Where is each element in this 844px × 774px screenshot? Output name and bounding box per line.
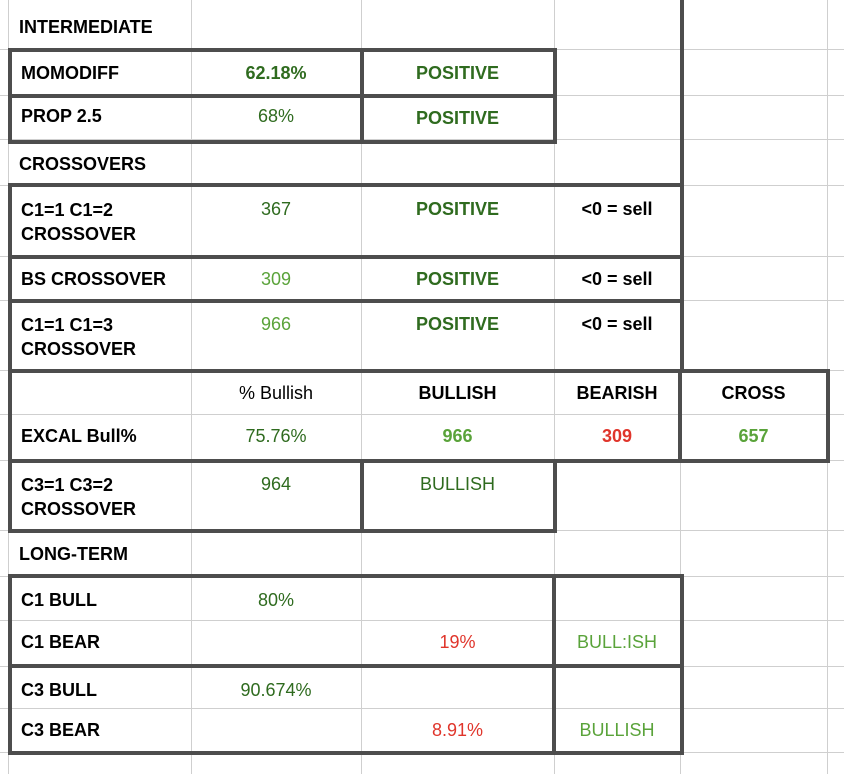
c1-bear-value: 19% <box>439 632 476 652</box>
c1c3-status: POSITIVE <box>415 314 500 334</box>
c1c3-rule: <0 = sell <box>581 314 653 334</box>
excal-header-pct: % Bullish <box>238 383 314 403</box>
grid-line-h <box>0 370 844 371</box>
bs-rule: <0 = sell <box>581 269 653 289</box>
c1-bull-label: C1 BULL <box>21 590 97 610</box>
momodiff-status: POSITIVE <box>415 63 500 83</box>
grid-line-h <box>0 49 844 50</box>
c3-bear-status: BULLISH <box>579 720 655 740</box>
c3c2-label-line1: C3=1 C3=2 <box>21 475 114 495</box>
momodiff-label: MOMODIFF <box>21 63 119 83</box>
c3c2-status: BULLISH <box>419 474 496 494</box>
section-long-term: LONG-TERM <box>19 544 128 564</box>
c1c2-value: 367 <box>260 199 292 219</box>
bs-label: BS CROSSOVER <box>21 269 167 289</box>
c3-bear-label: C3 BEAR <box>21 720 101 740</box>
grid-line-h <box>0 460 844 461</box>
grid-line-v1 <box>8 0 9 774</box>
grid-line-h <box>0 576 844 577</box>
excal-bearish: 309 <box>601 426 633 446</box>
border-c3c2-status <box>360 459 557 533</box>
prop-value: 68% <box>257 106 295 126</box>
excal-header-bearish: BEARISH <box>576 383 658 403</box>
excal-cross: 657 <box>738 426 769 446</box>
prop-label: PROP 2.5 <box>21 106 102 126</box>
bs-status: POSITIVE <box>415 269 500 289</box>
excal-pct: 75.76% <box>245 426 307 446</box>
c1c2-status: POSITIVE <box>415 199 500 219</box>
grid-line-h <box>0 185 844 186</box>
grid-line-v6 <box>827 0 828 774</box>
c3c2-label-line2: CROSSOVER <box>21 499 137 519</box>
grid-line-h <box>0 139 844 140</box>
c1c3-label-line1: C1=1 C1=3 <box>21 315 114 335</box>
grid-line-h <box>0 708 844 709</box>
grid-line-h <box>0 752 844 753</box>
c3-bear-value: 8.91% <box>431 720 484 740</box>
section-crossovers: CROSSOVERS <box>19 154 147 174</box>
c1c2-label-line2: CROSSOVER <box>21 224 137 244</box>
prop-status: POSITIVE <box>415 108 500 128</box>
section-intermediate: INTERMEDIATE <box>19 17 153 37</box>
c3-bull-label: C3 BULL <box>21 680 97 700</box>
grid-line-h <box>0 620 844 621</box>
c3c2-value: 964 <box>260 474 292 494</box>
c1c3-value: 966 <box>260 314 292 334</box>
grid-line-h <box>0 530 844 531</box>
grid-line-h <box>0 414 844 415</box>
grid-line-h <box>0 300 844 301</box>
grid-line-h <box>0 95 844 96</box>
excal-header-cross: CROSS <box>721 383 786 403</box>
c1-bear-label: C1 BEAR <box>21 632 101 652</box>
excal-header-bullish: BULLISH <box>418 383 497 403</box>
bs-value: 309 <box>260 269 292 289</box>
excal-label: EXCAL Bull% <box>21 426 137 446</box>
c3-bull-value: 90.674% <box>240 680 312 700</box>
c1c2-label-line1: C1=1 C1=2 <box>21 200 114 220</box>
grid-line-h <box>0 256 844 257</box>
c1c2-rule: <0 = sell <box>581 199 653 219</box>
c1-bull-value: 80% <box>257 590 295 610</box>
c1-bear-status: BULL:ISH <box>576 632 658 652</box>
c1c3-label-line2: CROSSOVER <box>21 339 137 359</box>
excal-bullish: 966 <box>442 426 473 446</box>
grid-line-h <box>0 666 844 667</box>
momodiff-value: 62.18% <box>245 63 307 83</box>
